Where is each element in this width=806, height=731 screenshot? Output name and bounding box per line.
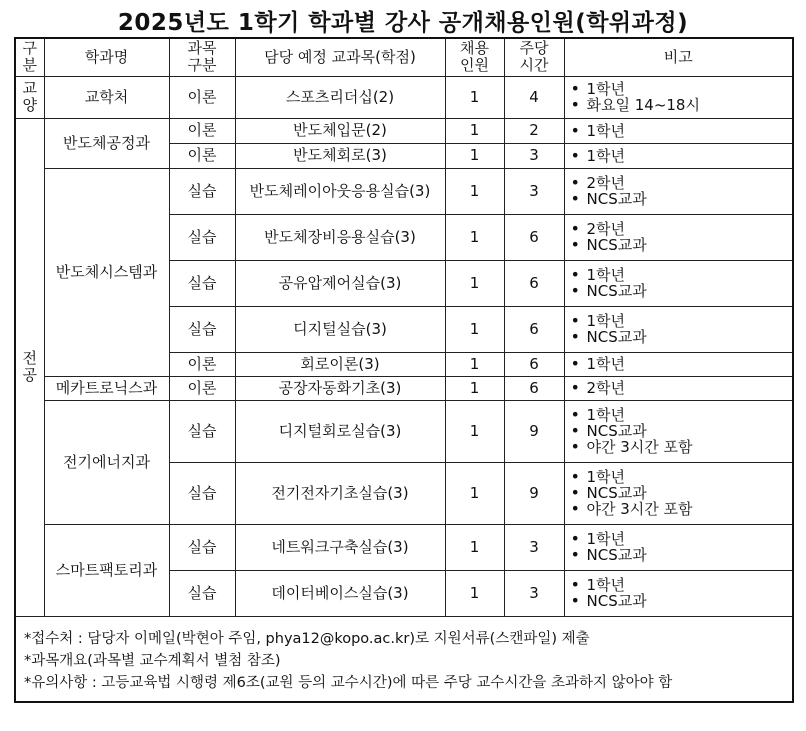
department-cell: 전기에너지과 <box>44 400 169 524</box>
table-row <box>15 524 793 570</box>
weekly-hours-cell: 6 <box>504 306 564 352</box>
hire-count-cell: 1 <box>445 168 504 214</box>
note-item: • 1학년 <box>569 577 793 593</box>
weekly-hours-cell: 3 <box>504 168 564 214</box>
category-liberal: 교 양 <box>15 76 44 118</box>
note-item: • NCS교과 <box>569 485 793 501</box>
notes-cell <box>564 306 793 352</box>
note-item: • 화요일 14~18시 <box>569 97 793 113</box>
table-row <box>15 376 793 400</box>
weekly-hours-cell: 6 <box>504 214 564 260</box>
weekly-hours-cell: 9 <box>504 400 564 462</box>
hire-count-cell: 1 <box>445 214 504 260</box>
weekly-hours-cell: 9 <box>504 462 564 524</box>
course-type-cell: 실습 <box>169 214 235 260</box>
notes-cell <box>564 352 793 376</box>
department-cell: 반도체시스템과 <box>44 168 169 376</box>
footer-row <box>15 616 793 702</box>
hire-count-cell: 1 <box>445 524 504 570</box>
hire-count-cell: 1 <box>445 400 504 462</box>
subject-cell: 공유압제어실습(3) <box>235 260 445 306</box>
note-item: • 1학년 <box>569 313 793 329</box>
footer-caution: *유의사항 : 고등교육법 시행령 제6조(교원 등의 교수시간)에 따른 주당 교수시간을 초과하지 않아야 함 <box>24 675 673 692</box>
course-type-cell: 이론 <box>169 376 235 400</box>
table-row <box>15 400 793 462</box>
note-item: • 2학년 <box>569 175 793 191</box>
department-cell: 반도체공정과 <box>44 118 169 168</box>
subject-cell: 네트워크구축실습(3) <box>235 524 445 570</box>
notes-cell <box>564 214 793 260</box>
subject-cell: 반도체회로(3) <box>235 143 445 168</box>
course-type-cell: 이론 <box>169 118 235 143</box>
hire-count-cell: 1 <box>445 376 504 400</box>
notes-cell <box>564 76 793 118</box>
hire-count-cell: 1 <box>445 462 504 524</box>
subject-cell: 데이터베이스실습(3) <box>235 570 445 616</box>
course-type-cell: 실습 <box>169 570 235 616</box>
note-item: • NCS교과 <box>569 547 793 563</box>
subject-cell: 반도체레이아웃응용실습(3) <box>235 168 445 214</box>
course-type-cell: 실습 <box>169 462 235 524</box>
course-type-cell: 이론 <box>169 143 235 168</box>
note-item: • 1학년 <box>569 267 793 283</box>
course-type-cell: 실습 <box>169 306 235 352</box>
note-item: • NCS교과 <box>569 191 793 207</box>
note-item: • NCS교과 <box>569 593 793 609</box>
note-item: • 2학년 <box>569 380 793 396</box>
note-item: • 1학년 <box>569 81 793 97</box>
header-course-type: 과목 구분 <box>169 38 235 76</box>
notes-cell <box>564 400 793 462</box>
subject-cell: 회로이론(3) <box>235 352 445 376</box>
notes-cell <box>564 260 793 306</box>
weekly-hours-cell: 6 <box>504 376 564 400</box>
footer-notes <box>15 616 793 702</box>
table-row <box>15 118 793 143</box>
subject-cell: 전기전자기초실습(3) <box>235 462 445 524</box>
hire-count-cell: 1 <box>445 118 504 143</box>
hire-count-cell: 1 <box>445 306 504 352</box>
course-type-cell: 실습 <box>169 400 235 462</box>
notes-cell <box>564 524 793 570</box>
footer-overview: *과목개요(과목별 교수계획서 별첨 참조) <box>24 653 281 670</box>
weekly-hours-cell: 4 <box>504 76 564 118</box>
hire-count-cell: 1 <box>445 352 504 376</box>
table-row <box>15 76 793 118</box>
note-item: • NCS교과 <box>569 329 793 345</box>
notes-cell <box>564 143 793 168</box>
weekly-hours-cell: 6 <box>504 260 564 306</box>
hire-count-cell: 1 <box>445 570 504 616</box>
page-title: 2025년도 1학기 학과별 강사 공개채용인원(학위과정) <box>117 10 689 36</box>
department-cell: 교학처 <box>44 76 169 118</box>
note-item: • NCS교과 <box>569 423 793 439</box>
notes-cell <box>564 570 793 616</box>
course-type-cell: 실습 <box>169 260 235 306</box>
note-item: • 1학년 <box>569 407 793 423</box>
weekly-hours-cell: 2 <box>504 118 564 143</box>
note-item: • 1학년 <box>569 123 793 139</box>
footer-submission: *접수처 : 담당자 이메일(박현아 주임, phya12@kopo.ac.kr)로 지원서류(스캔파일) 제출 <box>24 631 590 648</box>
note-item: • 1학년 <box>569 469 793 485</box>
category-major: 전 공 <box>15 118 44 616</box>
note-item: • 1학년 <box>569 356 793 372</box>
note-item: • NCS교과 <box>569 283 793 299</box>
notes-cell <box>564 462 793 524</box>
header-hire-count: 채용 인원 <box>445 38 504 76</box>
subject-cell: 디지털회로실습(3) <box>235 400 445 462</box>
header-weekly-hours: 주당 시간 <box>504 38 564 76</box>
department-cell: 스마트팩토리과 <box>44 524 169 616</box>
header-notes: 비고 <box>564 38 793 76</box>
note-item: • 1학년 <box>569 531 793 547</box>
hire-count-cell: 1 <box>445 76 504 118</box>
weekly-hours-cell: 3 <box>504 143 564 168</box>
course-type-cell: 실습 <box>169 168 235 214</box>
department-cell: 메카트로닉스과 <box>44 376 169 400</box>
subject-cell: 공장자동화기초(3) <box>235 376 445 400</box>
table-row <box>15 168 793 214</box>
subject-cell: 디지털실습(3) <box>235 306 445 352</box>
notes-cell <box>564 118 793 143</box>
note-item: • 야간 3시간 포함 <box>569 439 793 455</box>
note-item: • 1학년 <box>569 148 793 164</box>
weekly-hours-cell: 3 <box>504 524 564 570</box>
subject-cell: 반도체장비응용실습(3) <box>235 214 445 260</box>
course-type-cell: 이론 <box>169 352 235 376</box>
recruitment-table <box>14 37 794 703</box>
hire-count-cell: 1 <box>445 143 504 168</box>
notes-cell <box>564 376 793 400</box>
header-category: 구 분 <box>15 38 44 76</box>
hire-count-cell: 1 <box>445 260 504 306</box>
subject-cell: 반도체입문(2) <box>235 118 445 143</box>
note-item: • NCS교과 <box>569 237 793 253</box>
course-type-cell: 실습 <box>169 524 235 570</box>
header-department: 학과명 <box>44 38 169 76</box>
header-subject: 담당 예정 교과목(학점) <box>235 38 445 76</box>
subject-cell: 스포츠리더십(2) <box>235 76 445 118</box>
note-item: • 야간 3시간 포함 <box>569 501 793 517</box>
note-item: • 2학년 <box>569 221 793 237</box>
weekly-hours-cell: 6 <box>504 352 564 376</box>
course-type-cell: 이론 <box>169 76 235 118</box>
header-row <box>15 38 793 76</box>
weekly-hours-cell: 3 <box>504 570 564 616</box>
notes-cell <box>564 168 793 214</box>
